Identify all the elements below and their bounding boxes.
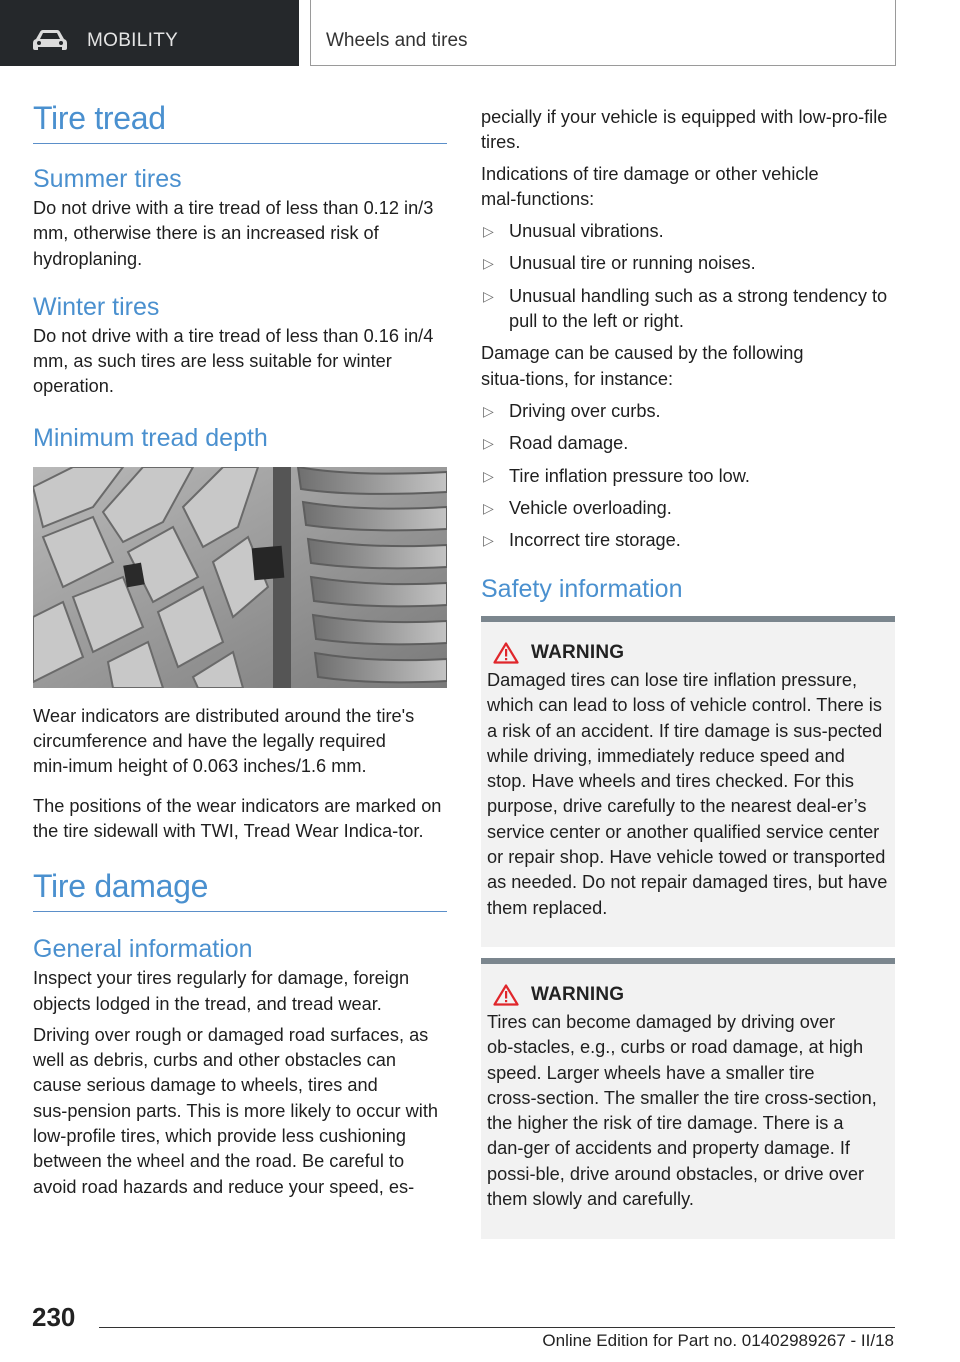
tire-damage-heading: Tire damage [33, 868, 209, 905]
warning-text: Damaged tires can lose tire inflation pressure, which can lead to loss of vehicle control. There is a risk of an accident. If tire damage is sus‑pected while driving, immediately reduce speed and stop. Have wheels and tires checked. For this purpose, drive carefully to the nearest deal‑er’s service center or another qualified service center or repair shop. Have vehicle towed or transported as needed. Do not repair damaged tires, but have them replaced. [487, 670, 888, 918]
car-icon [32, 29, 68, 51]
continued-text: pecially if your vehicle is equipped with low‑pro‑file tires. [481, 107, 888, 153]
summer-tires-text: Do not drive with a tire tread of less than 0.12 in/3 mm, otherwise there is an increased risk of hydroplaning. [33, 198, 434, 269]
tire-tread-image [33, 467, 447, 688]
summer-tires-heading: Summer tires [33, 165, 182, 193]
winter-tires-text: Do not drive with a tire tread of less than 0.16 in/4 mm, as such tires are less suitable for winter operation. [33, 325, 434, 397]
edition-text: Online Edition for Part no. 01402989267 - II/18 [542, 1331, 894, 1350]
chapter-title: Wheels and tires [326, 30, 468, 51]
indications-list [481, 219, 895, 334]
general-info-heading: General information [33, 935, 253, 964]
indications-intro: Indications of tire damage or other vehicle mal‑functions: [481, 163, 819, 209]
warning-box-2 [481, 958, 895, 1239]
general-info-text-1: Inspect your tires regularly for damage, foreign objects lodged in the tread, and tread wear. [33, 968, 410, 1014]
chapter-box [310, 0, 896, 66]
tire-damage-heading-block [33, 868, 447, 912]
warning-triangle-icon [493, 984, 519, 1006]
list-item: ▷ Vehicle overloading. [483, 497, 672, 518]
section-label: MOBILITY [87, 30, 179, 51]
list-item: ▷ Unusual tire or running noises. [483, 253, 756, 274]
warning-label: WARNING [531, 642, 625, 663]
right-column [481, 105, 895, 604]
page-number: 230 [32, 1302, 76, 1332]
causes-list [481, 399, 895, 553]
min-tread-depth-heading: Minimum tread depth [33, 423, 268, 452]
list-item: ▷ Driving over curbs. [483, 400, 661, 421]
general-info-text-2: Driving over rough or damaged road surfaces, as well as debris, curbs and other obstacles can cause serious damage to wheels, tires and sus‑pension parts. This is more likely to occur with low‑profile tires, which provide less cushioning between the wheel and the road. Be careful to avoid road hazards and reduce your speed, es‑ [33, 1024, 438, 1197]
warning-label: WARNING [531, 984, 625, 1005]
section-tab[interactable] [0, 0, 299, 66]
twi-text: The positions of the wear indicators are marked on the tire sidewall with TWI, Tread Wear Indica‑tor. [33, 795, 442, 841]
list-item: ▷ Road damage. [483, 433, 629, 454]
left-column [33, 100, 447, 1200]
safety-info-heading: Safety information [481, 575, 683, 604]
list-item: ▷ Unusual vibrations. [483, 221, 664, 242]
footer-rule [99, 1327, 895, 1328]
wear-indicators-text: Wear indicators are distributed around the tire's circumference and have the legally required min‑imum height of 0.063 inches/1.6 mm. [33, 705, 415, 777]
winter-tires-heading: Winter tires [33, 292, 160, 321]
list-item: ▷ Tire inflation pressure too low. [483, 465, 750, 486]
tire-tread-heading-block [33, 100, 447, 144]
list-item: ▷ Incorrect tire storage. [483, 530, 681, 551]
warning-text: Tires can become damaged by driving over ob‑stacles, e.g., curbs or road damage, at high speed. Larger wheels have a smaller tire cross‑section. The smaller the tire cross‑section, the higher the risk of tire damage. There is a dan‑ger of accidents and property damage. If possi‑ble, drive around obstacles, or drive over them slowly and carefully. [487, 1012, 877, 1210]
warning-header [493, 984, 889, 1006]
causes-intro: Damage can be caused by the following situa‑tions, for instance: [481, 343, 804, 389]
warning-header [493, 642, 889, 664]
warning-box-1 [481, 616, 895, 947]
warning-triangle-icon [493, 642, 519, 664]
tire-tread-heading: Tire tread [33, 100, 166, 136]
list-item: ▷ Unusual handling such as a strong tendency to pull to the left or right. [483, 285, 888, 332]
page-header [0, 0, 960, 66]
